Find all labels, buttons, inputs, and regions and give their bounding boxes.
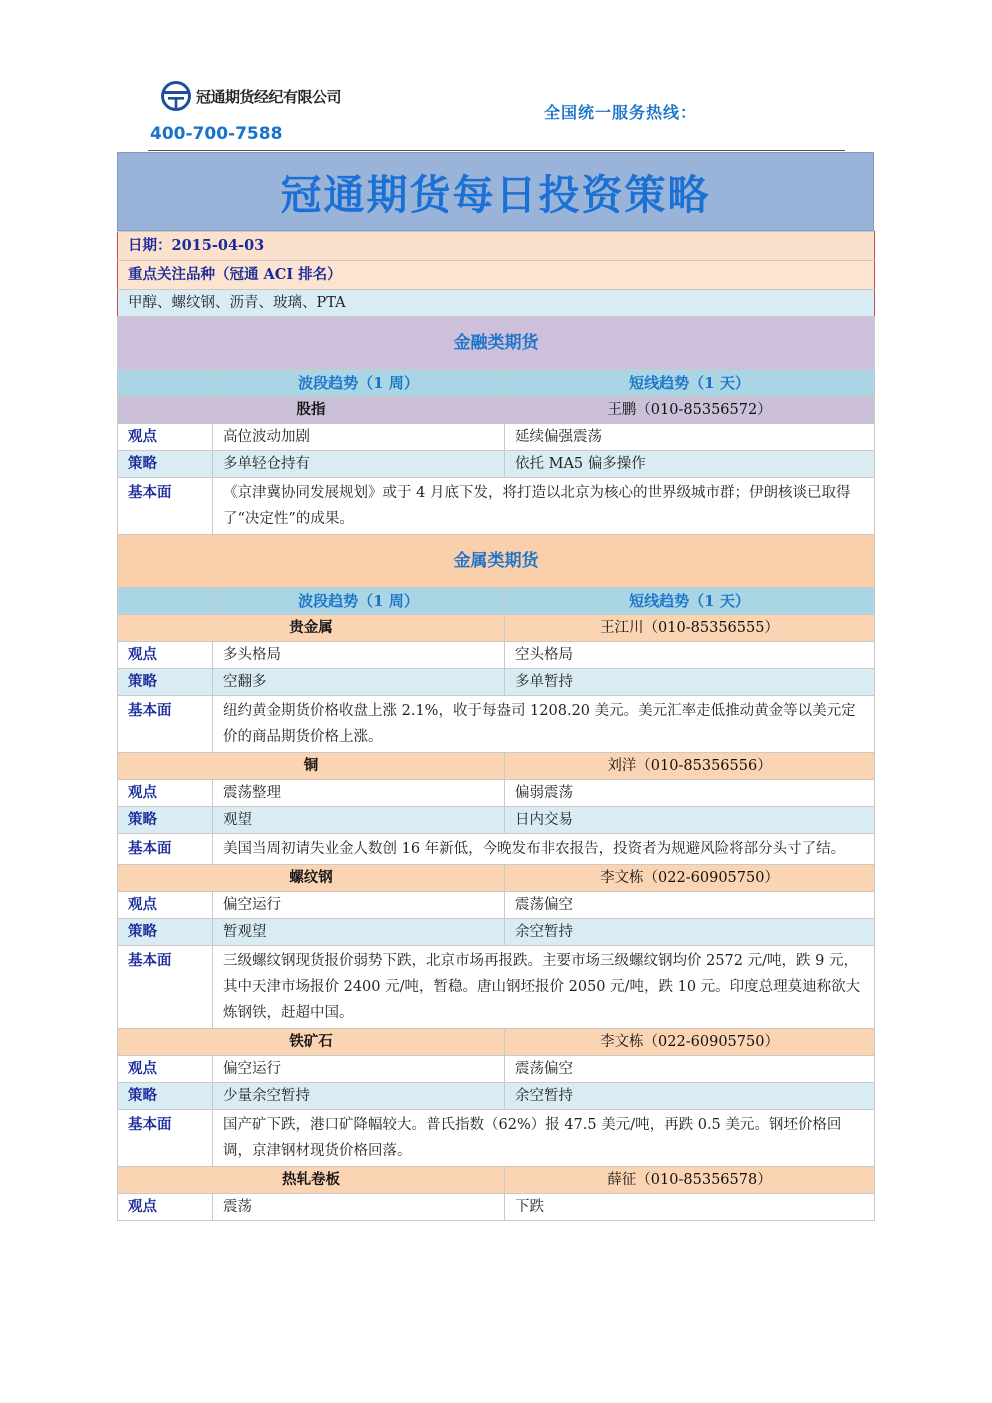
view-weekly: 多头格局 [213, 642, 505, 669]
fundamental-row [118, 478, 875, 535]
product-name: 贵金属 [118, 615, 505, 642]
column-header-row [118, 588, 875, 615]
focus-heading-row [118, 261, 875, 290]
strategy-weekly: 空翻多 [213, 669, 505, 696]
strategy-label: 策略 [118, 919, 213, 946]
column-header-row [118, 370, 875, 397]
section-header-financial [118, 317, 875, 370]
column-header-daily: 短线趋势（1 天） [505, 370, 875, 397]
view-label: 观点 [118, 642, 213, 669]
view-weekly: 震荡 [213, 1194, 505, 1221]
view-daily: 空头格局 [505, 642, 875, 669]
view-label: 观点 [118, 1056, 213, 1083]
section-title: 金融类期货 [118, 317, 875, 370]
product-name: 股指 [118, 397, 505, 424]
strategy-table [117, 231, 875, 1221]
fundamental-text: 美国当周初请失业金人数创 16 年新低，今晚发布非农报告，投资者为规避风险将部分头寸了结。 [213, 834, 875, 865]
product-row-precious-metals [118, 615, 875, 642]
view-weekly: 震荡整理 [213, 780, 505, 807]
strategy-label: 策略 [118, 669, 213, 696]
column-header-weekly: 波段趋势（1 周） [213, 588, 505, 615]
strategy-daily: 多单暂持 [505, 669, 875, 696]
fundamental-text: 《京津冀协同发展规划》或于 4 月底下发，将打造以北京为核心的世界级城市群；伊朗核谈已取得了“决定性”的成果。 [213, 478, 875, 535]
company-logo-icon [160, 80, 192, 112]
strategy-weekly: 多单轻仓持有 [213, 451, 505, 478]
strategy-row [118, 807, 875, 834]
product-row-stock-index [118, 397, 875, 424]
page-title: 冠通期货每日投资策略 [280, 171, 711, 219]
analyst-contact: 王江川（010-85356555） [505, 615, 875, 642]
view-daily: 震荡偏空 [505, 892, 875, 919]
analyst-contact: 薛征（010-85356578） [505, 1167, 875, 1194]
product-name: 螺纹钢 [118, 865, 505, 892]
view-row [118, 1056, 875, 1083]
view-daily: 震荡偏空 [505, 1056, 875, 1083]
strategy-document [117, 152, 874, 1221]
view-label: 观点 [118, 780, 213, 807]
strategy-row [118, 451, 875, 478]
strategy-daily: 余空暂持 [505, 1083, 875, 1110]
fundamental-label: 基本面 [118, 1110, 213, 1167]
section-header-metals [118, 535, 875, 588]
company-logo [160, 80, 341, 112]
product-row-hot-rolled-coil [118, 1167, 875, 1194]
view-weekly: 偏空运行 [213, 1056, 505, 1083]
product-name: 铁矿石 [118, 1029, 505, 1056]
column-header-weekly: 波段趋势（1 周） [213, 370, 505, 397]
product-row-iron-ore [118, 1029, 875, 1056]
fundamental-row [118, 834, 875, 865]
strategy-weekly: 观望 [213, 807, 505, 834]
view-row [118, 780, 875, 807]
analyst-contact: 刘洋（010-85356556） [505, 753, 875, 780]
fundamental-text: 三级螺纹钢现货报价弱势下跌，北京市场再报跌。主要市场三级螺纹钢均价 2572 元/吨，跌 9 元，其中天津市场报价 2400 元/吨，暂稳。唐山钢坯报价 2050 元/吨，跌 10 元。印度总理莫迪称欲大炼钢铁，赶超中国。 [213, 946, 875, 1029]
strategy-daily: 依托 MA5 偏多操作 [505, 451, 875, 478]
fundamental-row [118, 696, 875, 753]
report-date: 日期：2015-04-03 [118, 232, 875, 261]
strategy-weekly: 暂观望 [213, 919, 505, 946]
view-row [118, 642, 875, 669]
view-daily: 偏弱震荡 [505, 780, 875, 807]
strategy-label: 策略 [118, 807, 213, 834]
view-weekly: 高位波动加剧 [213, 424, 505, 451]
focus-items-row [118, 290, 875, 317]
strategy-row [118, 669, 875, 696]
strategy-row [118, 1083, 875, 1110]
fundamental-row [118, 1110, 875, 1167]
strategy-label: 策略 [118, 1083, 213, 1110]
view-daily: 延续偏强震荡 [505, 424, 875, 451]
strategy-label: 策略 [118, 451, 213, 478]
strategy-row [118, 919, 875, 946]
analyst-contact: 李文栋（022-60905750） [505, 1029, 875, 1056]
strategy-daily: 余空暂持 [505, 919, 875, 946]
view-label: 观点 [118, 892, 213, 919]
fundamental-label: 基本面 [118, 478, 213, 535]
column-header-blank [118, 370, 213, 397]
view-weekly: 偏空运行 [213, 892, 505, 919]
section-title: 金属类期货 [118, 535, 875, 588]
product-row-rebar [118, 865, 875, 892]
strategy-daily: 日内交易 [505, 807, 875, 834]
strategy-weekly: 少量余空暂持 [213, 1083, 505, 1110]
view-daily: 下跌 [505, 1194, 875, 1221]
hotline-label: 全国统一服务热线： [544, 103, 698, 122]
product-row-copper [118, 753, 875, 780]
focus-heading: 重点关注品种（冠通 ACI 排名） [118, 261, 875, 290]
company-name: 冠通期货经纪有限公司 [196, 87, 342, 106]
analyst-contact: 李文栋（022-60905750） [505, 865, 875, 892]
view-label: 观点 [118, 424, 213, 451]
fundamental-label: 基本面 [118, 946, 213, 1029]
view-row [118, 892, 875, 919]
focus-items: 甲醇、螺纹钢、沥青、玻璃、PTA [118, 290, 875, 317]
header-divider [148, 150, 845, 151]
title-banner [117, 152, 874, 231]
view-row [118, 1194, 875, 1221]
fundamental-text: 纽约黄金期货价格收盘上涨 2.1%，收于每盎司 1208.20 美元。美元汇率走低推动黄金等以美元定价的商品期货价格上涨。 [213, 696, 875, 753]
fundamental-row [118, 946, 875, 1029]
fundamental-text: 国产矿下跌，港口矿降幅较大。普氏指数（62%）报 47.5 美元/吨，再跌 0.5 美元。钢坯价格回调，京津钢材现货价格回落。 [213, 1110, 875, 1167]
page-header [0, 0, 992, 155]
column-header-daily: 短线趋势（1 天） [505, 588, 875, 615]
fundamental-label: 基本面 [118, 696, 213, 753]
fundamental-label: 基本面 [118, 834, 213, 865]
column-header-blank [118, 588, 213, 615]
view-label: 观点 [118, 1194, 213, 1221]
product-name: 热轧卷板 [118, 1167, 505, 1194]
view-row [118, 424, 875, 451]
product-name: 铜 [118, 753, 505, 780]
hotline-number: 400-700-7588 [150, 124, 283, 144]
analyst-contact: 王鹏（010-85356572） [505, 397, 875, 424]
date-row [118, 232, 875, 261]
